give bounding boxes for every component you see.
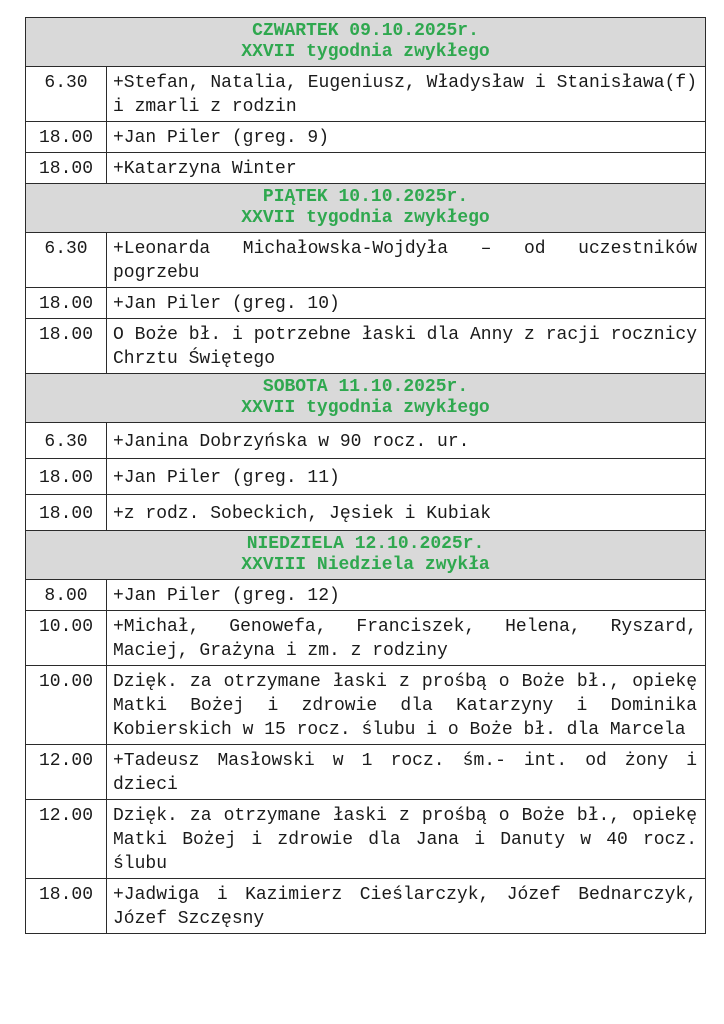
- table-row: [26, 153, 706, 184]
- table-row: [26, 288, 706, 319]
- mass-time: 18.00: [26, 495, 107, 531]
- day-header-cell: [26, 374, 706, 423]
- mass-time: 10.00: [26, 611, 107, 666]
- day-subtitle: XXVIII Niedziela zwykła: [241, 555, 490, 575]
- table-row: [26, 879, 706, 934]
- day-title: NIEDZIELA 12.10.2025r.: [246, 534, 485, 554]
- mass-intentions-table: [25, 17, 706, 934]
- mass-intention: +Jadwiga i Kazimierz Cieślarczyk, Józef Bednarczyk, Józef Szczęsny: [107, 879, 706, 934]
- table-row: [26, 459, 706, 495]
- mass-time: 10.00: [26, 666, 107, 745]
- mass-time: 12.00: [26, 745, 107, 800]
- mass-time: 6.30: [26, 67, 107, 122]
- mass-intention: +Leonarda Michałowska-Wojdyła – od uczestników pogrzebu: [107, 233, 706, 288]
- mass-intention: +Stefan, Natalia, Eugeniusz, Władysław i Stanisława(f) i zmarli z rodzin: [107, 67, 706, 122]
- mass-intention: Dzięk. za otrzymane łaski z prośbą o Boże bł., opiekę Matki Bożej i zdrowie dla Jana i Danuty w 40 rocz. ślubu: [107, 800, 706, 879]
- mass-intention: +Jan Piler (greg. 9): [107, 122, 706, 153]
- mass-intention: +Jan Piler (greg. 12): [107, 580, 706, 611]
- mass-time: 18.00: [26, 879, 107, 934]
- mass-time: 6.30: [26, 423, 107, 459]
- mass-time: 18.00: [26, 288, 107, 319]
- day-header-cell: [26, 18, 706, 67]
- mass-time: 18.00: [26, 319, 107, 374]
- day-header-saturday: [26, 374, 706, 423]
- mass-intention: +Michał, Genowefa, Franciszek, Helena, Ryszard, Maciej, Grażyna i zm. z rodziny: [107, 611, 706, 666]
- table-row: [26, 423, 706, 459]
- mass-intention: +z rodz. Sobeckich, Jęsiek i Kubiak: [107, 495, 706, 531]
- mass-intention: Dzięk. za otrzymane łaski z prośbą o Boże bł., opiekę Matki Bożej i zdrowie dla Katarzyny i Dominika Kobierskich w 15 rocz. ślubu i o Boże bł. dla Marcela: [107, 666, 706, 745]
- day-header-friday: [26, 184, 706, 233]
- mass-time: 8.00: [26, 580, 107, 611]
- day-title: CZWARTEK 09.10.2025r.: [252, 21, 479, 41]
- mass-intention: +Janina Dobrzyńska w 90 rocz. ur.: [107, 423, 706, 459]
- mass-time: 18.00: [26, 153, 107, 184]
- day-header-cell: [26, 184, 706, 233]
- day-subtitle: XXVII tygodnia zwykłego: [241, 208, 490, 228]
- table-row: [26, 495, 706, 531]
- table-row: [26, 611, 706, 666]
- mass-time: 18.00: [26, 459, 107, 495]
- mass-intention: +Jan Piler (greg. 10): [107, 288, 706, 319]
- mass-time: 12.00: [26, 800, 107, 879]
- day-title: PIĄTEK 10.10.2025r.: [262, 187, 469, 207]
- mass-intention: +Tadeusz Masłowski w 1 rocz. śm.- int. od żony i dzieci: [107, 745, 706, 800]
- table-row: [26, 67, 706, 122]
- table-row: [26, 745, 706, 800]
- mass-intention: +Katarzyna Winter: [107, 153, 706, 184]
- mass-time: 18.00: [26, 122, 107, 153]
- table-row: [26, 580, 706, 611]
- day-title: SOBOTA 11.10.2025r.: [262, 377, 469, 397]
- table-row: [26, 666, 706, 745]
- mass-intention: +Jan Piler (greg. 11): [107, 459, 706, 495]
- table-row: [26, 800, 706, 879]
- day-header-cell: [26, 531, 706, 580]
- mass-intention: O Boże bł. i potrzebne łaski dla Anny z racji rocznicy Chrztu Świętego: [107, 319, 706, 374]
- table-row: [26, 319, 706, 374]
- day-subtitle: XXVII tygodnia zwykłego: [241, 398, 490, 418]
- day-subtitle: XXVII tygodnia zwykłego: [241, 42, 490, 62]
- day-header-thursday: [26, 18, 706, 67]
- mass-time: 6.30: [26, 233, 107, 288]
- table-row: [26, 122, 706, 153]
- table-row: [26, 233, 706, 288]
- day-header-sunday: [26, 531, 706, 580]
